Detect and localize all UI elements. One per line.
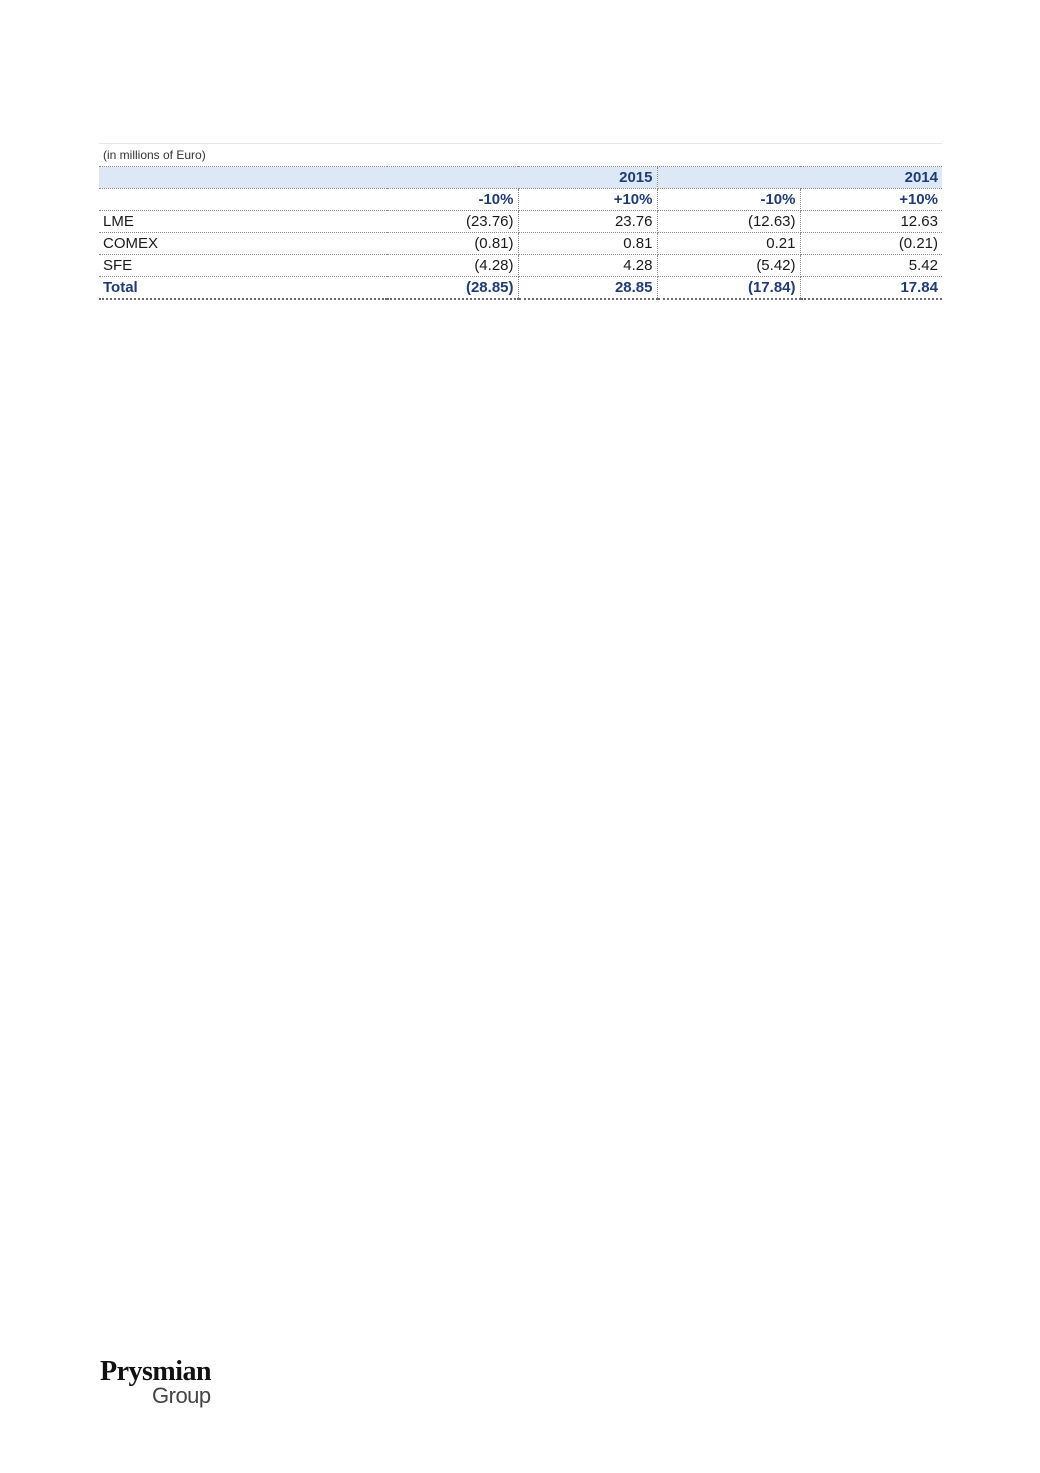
sensitivity-table: [99, 143, 942, 300]
table-cell: (12.63): [657, 211, 800, 233]
table-row: [99, 255, 942, 277]
table-row: [99, 233, 942, 255]
unit-label: (in millions of Euro): [99, 144, 942, 167]
table-cell: (23.76): [387, 211, 518, 233]
year-header-row: [99, 167, 942, 189]
table-cell: 0.21: [657, 233, 800, 255]
total-cell: 17.84: [800, 277, 942, 300]
table-cell: (5.42): [657, 255, 800, 277]
row-label: LME: [99, 211, 387, 233]
scenario-header: +10%: [800, 189, 942, 211]
year-header-2014: 2014: [657, 167, 942, 189]
table-cell: 12.63: [800, 211, 942, 233]
logo-sub-text: Group: [152, 1383, 211, 1408]
table-cell: 23.76: [518, 211, 657, 233]
total-cell: (17.84): [657, 277, 800, 300]
total-cell: 28.85: [518, 277, 657, 300]
table-cell: 0.81: [518, 233, 657, 255]
row-label: COMEX: [99, 233, 387, 255]
unit-row: [99, 144, 942, 167]
year-header-2015: 2015: [99, 167, 657, 189]
table-cell: 5.42: [800, 255, 942, 277]
table-cell: (4.28): [387, 255, 518, 277]
total-row: [99, 277, 942, 300]
table-cell: (0.81): [387, 233, 518, 255]
total-cell: (28.85): [387, 277, 518, 300]
row-label: SFE: [99, 255, 387, 277]
table-cell: 4.28: [518, 255, 657, 277]
total-label: Total: [99, 277, 387, 300]
scenario-header: +10%: [518, 189, 657, 211]
table-row: [99, 211, 942, 233]
table-cell: (0.21): [800, 233, 942, 255]
scenario-header: -10%: [387, 189, 518, 211]
row-label-empty: [99, 189, 387, 211]
scenario-header-row: [99, 189, 942, 211]
logo-brand-text: Prysmian: [100, 1356, 212, 1387]
scenario-header: -10%: [657, 189, 800, 211]
company-logo: [100, 1356, 240, 1416]
